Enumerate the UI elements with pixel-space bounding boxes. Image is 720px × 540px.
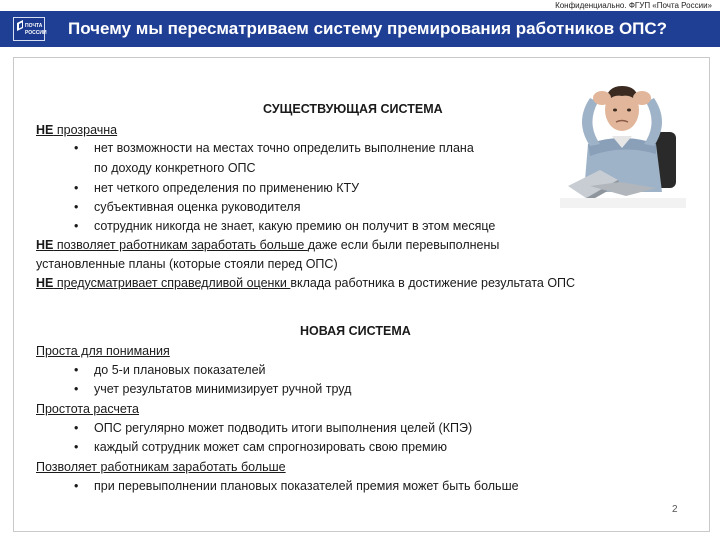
existing-item-earn-more: НЕ позволяет работникам заработать больше даже если были перевыполнены [36,238,500,252]
new-group-simple: Проста для понимания [36,344,170,358]
existing-system-heading: СУЩЕСТВУЮЩАЯ СИСТЕМА [263,102,443,116]
new-system-heading: НОВАЯ СИСТЕМА [300,324,411,338]
logo-line2: РОССИИ [25,30,47,36]
new-bullet-2: учет результатов минимизирует ручной труд [94,382,352,396]
confidential-note: Конфиденциально. ФГУП «Почта России» [555,1,712,10]
pochta-rossii-logo-icon [13,17,45,41]
existing-item-transparency: НЕ прозрачна [36,123,118,137]
new-bullet-3: ОПС регулярно может подводить итоги выполнения целей (КПЭ) [94,421,473,435]
new-group-earn-more: Позволяет работникам заработать больше [36,460,286,474]
new-group-calculation: Простота расчета [36,402,140,416]
existing-item-fair-assessment: НЕ предусматривает справедливой оценки вклада работника в достижение результата ОПС [36,276,576,290]
existing-bullet-1-continued: по доходу конкретного ОПС [94,161,256,175]
bullet-icon: • [74,479,79,493]
bullet-icon: • [74,421,79,435]
existing-bullet-2: нет четкого определения по применению КТУ [94,181,360,195]
existing-item-earn-more-continued: установленные планы (которые стояли перед ОПС) [36,257,338,271]
new-bullet-1: до 5-и плановых показателей [94,363,266,377]
bullet-icon: • [74,200,79,214]
stressed-worker-image [560,74,686,208]
new-bullet-5: при перевыполнении плановых показателей премия может быть больше [94,479,519,493]
logo-line1: ПОЧТА [25,23,43,29]
page-number: 2 [672,504,678,515]
existing-bullet-4: сотрудник никогда не знает, какую премию он получит в этом месяце [94,219,496,233]
bullet-icon: • [74,141,79,155]
existing-bullet-3: субъективная оценка руководителя [94,200,301,214]
bullet-icon: • [74,440,79,454]
slide-header [0,11,720,47]
bullet-icon: • [74,181,79,195]
bullet-icon: • [74,382,79,396]
new-bullet-4: каждый сотрудник может сам спрогнозировать свою премию [94,440,447,454]
bullet-icon: • [74,219,79,233]
slide-title: Почему мы пересматриваем систему премирования работников ОПС? [68,19,668,38]
bullet-icon: • [74,363,79,377]
existing-bullet-1: нет возможности на местах точно определить выполнение плана [94,141,474,155]
